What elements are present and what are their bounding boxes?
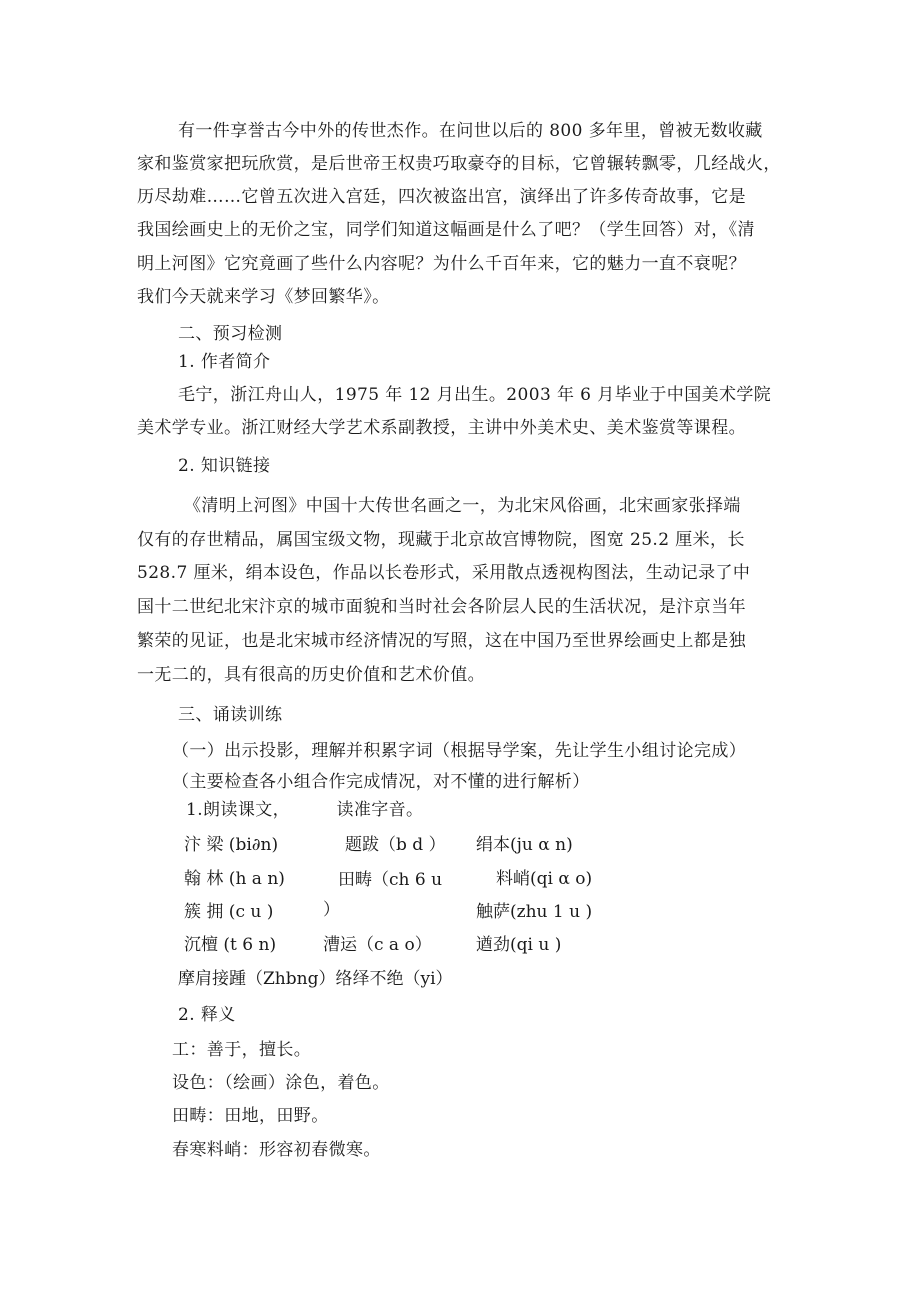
knowledge-heading: 2. 知识链接 (178, 456, 271, 476)
intro-line-4: 我国绘画史上的无价之宝，同学们知道这幅画是什么了吧？（学生回答）对，《清 (137, 220, 755, 240)
meaning-item: 田畴：田地，田野。 (172, 1106, 329, 1126)
author-line-2: 美术学专业。浙江财经大学艺术系副教授，主讲中外美术史、美术鉴赏等课程。 (137, 418, 746, 438)
vocab-item: 绢本(ju α n) (476, 835, 573, 855)
step-1-text: （一）出示投影，理解并积累字词（根据导学案，先让学生小组讨论完成） (172, 741, 747, 761)
vocab-item: 沉檀 (t 6 n) (184, 935, 277, 955)
knowledge-line-5: 繁荣的见证，也是北宋城市经济情况的写照，这在中国乃至世界绘画史上都是独 (137, 631, 746, 651)
knowledge-line-6: 一无二的，具有很高的历史价值和艺术价值。 (137, 665, 485, 685)
vocab-item: 题跋（b d ） (345, 835, 446, 855)
vocab-last-line: 摩肩接踵（Zhbng）络绎不绝（yi） (178, 969, 453, 989)
knowledge-line-2: 仅有的存世精品，属国宝级文物，现藏于北京故宫博物院，图宽 25.2 厘米，长 (137, 530, 745, 550)
intro-line-3: 历尽劫难……它曾五次进入宫廷，四次被盗出宫，演绎出了许多传奇故事，它是 (137, 187, 746, 207)
section-2-heading: 二、预习检测 (178, 324, 283, 344)
vocab-item: 田畴（ch 6 u (338, 870, 443, 890)
author-line-1: 毛宁，浙江舟山人，1975 年 12 月出生。2003 年 6 月毕业于中国美术学院 (178, 385, 772, 405)
meaning-item: 设色：（绘画）涂色，着色。 (172, 1073, 390, 1093)
vocab-item: 汴 梁 (bi∂n) (184, 835, 279, 855)
knowledge-line-3: 528.7 厘米，绢本设色，作品以长卷形式，采用散点透视构图法，生动记录了中 (137, 563, 751, 583)
intro-line-5: 明上河图》它究竟画了些什么内容呢？为什么千百年来，它的魅力一直不衰呢？ (137, 254, 746, 274)
vocab-item: ） (323, 900, 340, 920)
author-intro-heading: 1. 作者简介 (178, 352, 271, 372)
knowledge-line-1: 《清明上河图》中国十大传世名画之一，为北宋风俗画，北宋画家张择端 (184, 496, 741, 516)
vocab-item: 料峭(qi α o) (496, 869, 593, 889)
section-3-heading: 三、诵读训练 (178, 705, 283, 725)
vocab-item: 触萨(zhu 1 u ) (476, 902, 593, 922)
meaning-heading: 2. 释义 (178, 1005, 236, 1025)
read-aloud-heading: 1.朗读课文， 读准字音。 (186, 800, 424, 820)
step-1-note: （主要检查各小组合作完成情况，对不懂的进行解析） (172, 772, 590, 792)
vocab-item: 遒劲(qi u ) (476, 935, 562, 955)
knowledge-line-4: 国十二世纪北宋汴京的城市面貌和当时社会各阶层人民的生活状况，是汴京当年 (137, 597, 746, 617)
meaning-item: 工：善于，擅长。 (172, 1040, 312, 1060)
intro-line-1: 有一件享誉古今中外的传世杰作。在问世以后的 800 多年里，曾被无数收藏 (178, 121, 763, 141)
vocab-item: 翰 林 (h a n) (184, 869, 285, 889)
intro-line-6: 我们今天就来学习《梦回繁华》。 (137, 287, 390, 307)
vocab-item: 漕运（c a o） (323, 935, 432, 955)
meaning-item: 春寒料峭：形容初春微寒。 (172, 1140, 381, 1160)
vocab-item: 簇 拥 (c u ) (184, 902, 274, 922)
intro-line-2: 家和鉴赏家把玩欣赏，是后世帝王权贵巧取豪夺的目标，它曾辗转飘零，几经战火， (137, 154, 781, 174)
